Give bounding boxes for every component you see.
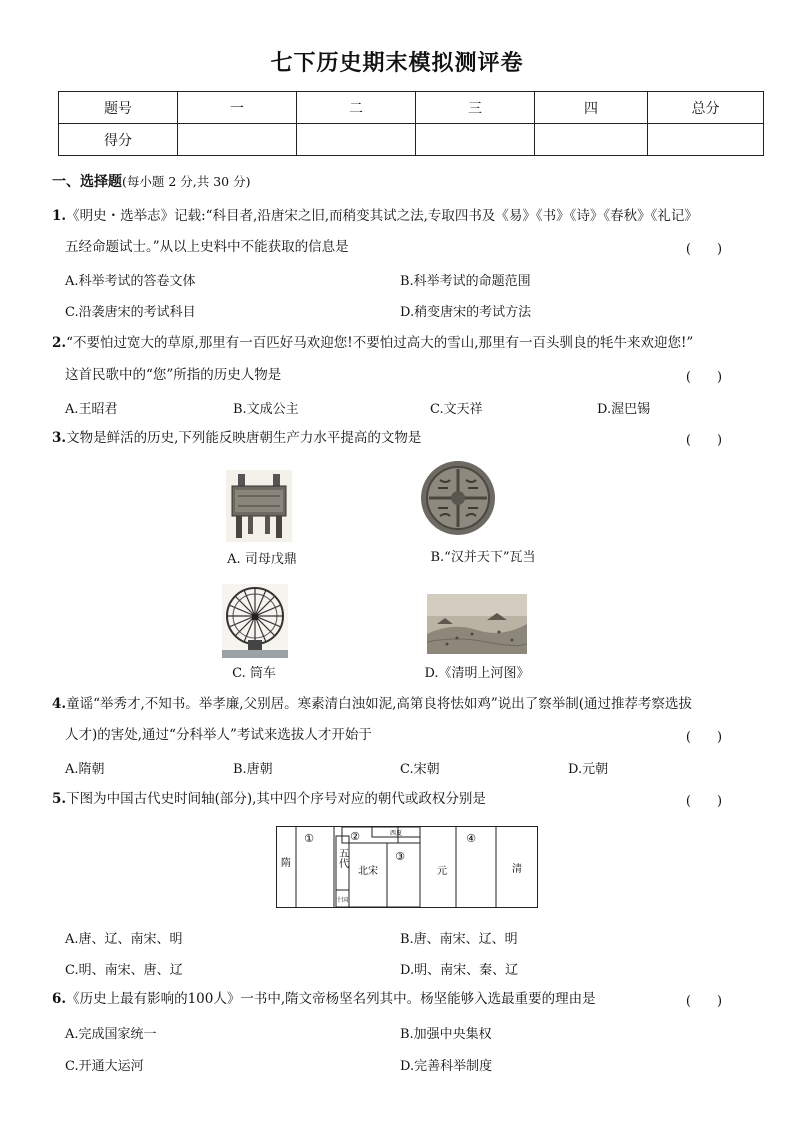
- option-d[interactable]: D.完善科举制度: [400, 1059, 493, 1074]
- question-2-line2: 这首民歌中的“您”所指的历史人物是: [65, 367, 282, 383]
- timeline-qing: 清: [512, 864, 522, 875]
- question-number: 6.: [52, 991, 67, 1007]
- option-c[interactable]: C.开通大运河: [65, 1059, 144, 1074]
- timeline-sui: 隋: [281, 858, 291, 869]
- timeline-blank-2: ②: [350, 830, 360, 843]
- option-a[interactable]: A.王昭君: [65, 402, 118, 417]
- question-text: 文物是鲜活的历史,下列能反映唐朝生产力水平提高的文物是: [66, 430, 422, 446]
- option-d[interactable]: D.渥巴锡: [597, 402, 651, 417]
- timeline-wudai: 五代: [336, 848, 348, 868]
- timeline-shiguo: 十国: [335, 897, 349, 904]
- option-d[interactable]: D.明、南宋、秦、辽: [400, 963, 519, 978]
- answer-blank[interactable]: ( ): [685, 433, 723, 448]
- option-b[interactable]: B.科举考试的命题范围: [400, 274, 531, 289]
- score-input-cell[interactable]: [416, 124, 535, 156]
- question-4-line2: 人才)的害处,通过“分科举人”考试来选拔人才开始于: [65, 727, 372, 743]
- option-d[interactable]: D.元朝: [568, 762, 609, 777]
- option-c[interactable]: C.文天祥: [430, 402, 483, 417]
- question-1-line2: 五经命题试士。”从以上史料中不能获取的信息是: [65, 239, 349, 255]
- question-6-line1: [52, 989, 596, 1009]
- score-header-cell: 三: [416, 92, 535, 124]
- timeline-blank-1: ①: [304, 832, 314, 845]
- question-text: “不要怕过宽大的草原,那里有一百匹好马欢迎您!不要怕过高大的雪山,那里有一百头驯良的牦牛来欢迎您!”: [66, 335, 694, 351]
- water-wheel-image: [222, 584, 288, 658]
- score-input-cell[interactable]: [297, 124, 416, 156]
- image-caption-c: C. 筒车: [232, 666, 276, 681]
- option-a[interactable]: A.科举考试的答卷文体: [65, 274, 196, 289]
- question-3-line1: [52, 428, 421, 448]
- option-c[interactable]: C.明、南宋、唐、辽: [65, 963, 183, 978]
- answer-blank[interactable]: ( ): [685, 370, 723, 385]
- score-row-label: 得分: [59, 124, 178, 156]
- option-c[interactable]: C.沿袭唐宋的考试科目: [65, 305, 196, 320]
- score-input-cell[interactable]: [535, 124, 648, 156]
- section-label: 一、选择题: [52, 174, 122, 190]
- answer-blank[interactable]: ( ): [685, 794, 723, 809]
- question-2-line1: [52, 333, 693, 353]
- question-1-line1: [52, 206, 698, 226]
- answer-blank[interactable]: ( ): [685, 242, 723, 257]
- timeline-beisong: 北宋: [358, 866, 378, 877]
- score-header-cell: 四: [535, 92, 648, 124]
- timeline-blank-4: ④: [466, 832, 476, 845]
- option-b[interactable]: B.加强中央集权: [400, 1027, 492, 1042]
- option-a[interactable]: A.完成国家统一: [65, 1027, 157, 1042]
- score-header-cell: 题号: [59, 92, 178, 124]
- timeline-blank-3: ③: [395, 850, 405, 863]
- question-text: 下图为中国古代史时间轴(部分),其中四个序号对应的朝代或政权分别是: [66, 791, 486, 807]
- answer-blank[interactable]: ( ): [685, 994, 723, 1009]
- score-input-cell[interactable]: [178, 124, 297, 156]
- score-table-score-row: [59, 124, 764, 156]
- option-b[interactable]: B.唐朝: [233, 762, 273, 777]
- option-d[interactable]: D.稍变唐宋的考试方法: [400, 305, 532, 320]
- option-a[interactable]: A.唐、辽、南宋、明: [65, 932, 183, 947]
- image-caption-d: D.《清明上河图》: [424, 666, 530, 681]
- question-text: 童谣“举秀才,不知书。举孝廉,父别居。寒素清白浊如泥,高第良将怯如鸡”说出了察举制(通过推荐考察选拔: [66, 696, 693, 712]
- question-text: 《明史・选举志》记载:“科目者,沿唐宋之旧,而稍变其试之法,专取四书及《易》《书》《诗》《春秋》《礼记》: [66, 208, 698, 224]
- score-header-cell: 二: [297, 92, 416, 124]
- question-text: 《历史上最有影响的100人》一书中,隋文帝杨坚名列其中。杨坚能够入选最重要的理由是: [66, 991, 596, 1007]
- option-a[interactable]: A.隋朝: [65, 762, 105, 777]
- question-number: 2.: [52, 335, 67, 351]
- question-5-line1: [52, 789, 486, 809]
- question-number: 4.: [52, 696, 67, 712]
- ding-vessel-image: [226, 470, 292, 542]
- page-title: 七下历史期末模拟测评卷: [270, 51, 524, 76]
- section-note: (每小题 2 分,共 30 分): [122, 174, 251, 189]
- question-number: 5.: [52, 791, 67, 807]
- score-table: [58, 91, 764, 156]
- score-input-cell[interactable]: [648, 124, 764, 156]
- question-4-line1: [52, 694, 692, 714]
- option-b[interactable]: B.唐、南宋、辽、明: [400, 932, 518, 947]
- section-heading: [52, 171, 250, 191]
- question-number: 1.: [52, 208, 67, 224]
- image-caption-b: B.“汉并天下”瓦当: [430, 550, 536, 565]
- answer-blank[interactable]: ( ): [685, 730, 723, 745]
- option-c[interactable]: C.宋朝: [400, 762, 440, 777]
- question-number: 3.: [52, 430, 67, 446]
- option-b[interactable]: B.文成公主: [233, 402, 299, 417]
- timeline-yuan: 元: [437, 866, 447, 877]
- timeline-xixia: 西夏: [389, 830, 403, 837]
- score-header-cell: 一: [178, 92, 297, 124]
- timeline-diagram: [276, 826, 538, 910]
- tile-end-image: [420, 460, 496, 536]
- score-header-cell: 总分: [648, 92, 764, 124]
- score-table-header-row: [59, 92, 764, 124]
- painting-image: [427, 594, 527, 654]
- image-caption-a: A. 司母戊鼎: [227, 552, 297, 567]
